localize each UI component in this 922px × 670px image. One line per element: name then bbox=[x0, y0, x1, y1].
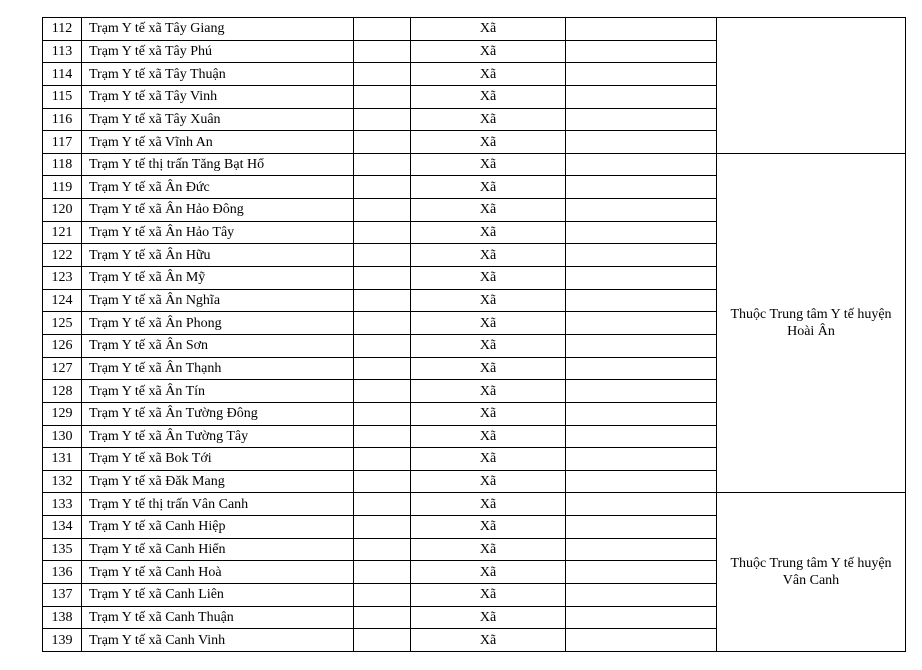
row-number-cell: 123 bbox=[43, 267, 82, 290]
facility-name-cell: Trạm Y tế xã Tây Phú bbox=[82, 40, 354, 63]
empty-cell bbox=[354, 629, 411, 652]
row-number-cell: 121 bbox=[43, 221, 82, 244]
level-cell: Xã bbox=[411, 85, 566, 108]
row-number-cell: 115 bbox=[43, 85, 82, 108]
empty-cell bbox=[566, 538, 717, 561]
level-cell: Xã bbox=[411, 108, 566, 131]
row-number-cell: 138 bbox=[43, 606, 82, 629]
level-cell: Xã bbox=[411, 448, 566, 471]
empty-cell bbox=[566, 561, 717, 584]
empty-cell bbox=[354, 425, 411, 448]
empty-cell bbox=[354, 538, 411, 561]
row-number-cell: 119 bbox=[43, 176, 82, 199]
empty-cell bbox=[566, 40, 717, 63]
empty-cell bbox=[354, 267, 411, 290]
facility-name-cell: Trạm Y tế xã Canh Hoà bbox=[82, 561, 354, 584]
level-cell: Xã bbox=[411, 289, 566, 312]
facility-name-cell: Trạm Y tế thị trấn Tăng Bạt Hổ bbox=[82, 153, 354, 176]
row-number-cell: 134 bbox=[43, 516, 82, 539]
level-cell: Xã bbox=[411, 561, 566, 584]
row-number-cell: 136 bbox=[43, 561, 82, 584]
empty-cell bbox=[354, 131, 411, 154]
row-number-cell: 133 bbox=[43, 493, 82, 516]
empty-cell bbox=[354, 493, 411, 516]
empty-cell bbox=[354, 18, 411, 41]
facility-name-cell: Trạm Y tế xã Ân Tường Tây bbox=[82, 425, 354, 448]
facility-name-cell: Trạm Y tế xã Bok Tới bbox=[82, 448, 354, 471]
empty-cell bbox=[566, 221, 717, 244]
empty-cell bbox=[566, 312, 717, 335]
level-cell: Xã bbox=[411, 402, 566, 425]
row-number-cell: 112 bbox=[43, 18, 82, 41]
facility-name-cell: Trạm Y tế xã Ân Sơn bbox=[82, 334, 354, 357]
facility-name-cell: Trạm Y tế xã Tây Thuận bbox=[82, 63, 354, 86]
facility-name-cell: Trạm Y tế xã Ân Nghĩa bbox=[82, 289, 354, 312]
empty-cell bbox=[566, 18, 717, 41]
facility-name-cell: Trạm Y tế xã Đăk Mang bbox=[82, 470, 354, 493]
empty-cell bbox=[566, 584, 717, 607]
level-cell: Xã bbox=[411, 63, 566, 86]
empty-cell bbox=[354, 312, 411, 335]
level-cell: Xã bbox=[411, 18, 566, 41]
level-cell: Xã bbox=[411, 380, 566, 403]
empty-cell bbox=[566, 176, 717, 199]
row-number-cell: 131 bbox=[43, 448, 82, 471]
empty-cell bbox=[354, 470, 411, 493]
health-station-table bbox=[42, 17, 906, 652]
empty-cell bbox=[354, 606, 411, 629]
empty-cell bbox=[566, 425, 717, 448]
row-number-cell: 135 bbox=[43, 538, 82, 561]
level-cell: Xã bbox=[411, 606, 566, 629]
facility-name-cell: Trạm Y tế xã Canh Thuận bbox=[82, 606, 354, 629]
level-cell: Xã bbox=[411, 153, 566, 176]
row-number-cell: 137 bbox=[43, 584, 82, 607]
row-number-cell: 117 bbox=[43, 131, 82, 154]
empty-cell bbox=[354, 289, 411, 312]
empty-cell bbox=[566, 63, 717, 86]
level-cell: Xã bbox=[411, 425, 566, 448]
level-cell: Xã bbox=[411, 357, 566, 380]
table-row bbox=[43, 493, 906, 516]
facility-name-cell: Trạm Y tế xã Canh Hiệp bbox=[82, 516, 354, 539]
empty-cell bbox=[354, 357, 411, 380]
empty-cell bbox=[354, 221, 411, 244]
empty-cell bbox=[354, 108, 411, 131]
row-number-cell: 116 bbox=[43, 108, 82, 131]
level-cell: Xã bbox=[411, 40, 566, 63]
facility-name-cell: Trạm Y tế xã Ân Thạnh bbox=[82, 357, 354, 380]
facility-name-cell: Trạm Y tế xã Ân Tín bbox=[82, 380, 354, 403]
empty-cell bbox=[354, 402, 411, 425]
facility-name-cell: Trạm Y tế xã Vĩnh An bbox=[82, 131, 354, 154]
level-cell: Xã bbox=[411, 470, 566, 493]
empty-cell bbox=[566, 516, 717, 539]
row-number-cell: 118 bbox=[43, 153, 82, 176]
facility-name-cell: Trạm Y tế xã Tây Xuân bbox=[82, 108, 354, 131]
facility-name-cell: Trạm Y tế xã Ân Hảo Tây bbox=[82, 221, 354, 244]
row-number-cell: 129 bbox=[43, 402, 82, 425]
empty-cell bbox=[566, 85, 717, 108]
level-cell: Xã bbox=[411, 131, 566, 154]
empty-cell bbox=[566, 402, 717, 425]
note-cell: Thuộc Trung tâm Y tế huyện Hoài Ân bbox=[717, 153, 906, 493]
empty-cell bbox=[566, 108, 717, 131]
level-cell: Xã bbox=[411, 584, 566, 607]
empty-cell bbox=[566, 199, 717, 222]
facility-name-cell: Trạm Y tế xã Canh Liên bbox=[82, 584, 354, 607]
row-number-cell: 126 bbox=[43, 334, 82, 357]
empty-cell bbox=[354, 561, 411, 584]
facility-name-cell: Trạm Y tế xã Tây Vinh bbox=[82, 85, 354, 108]
table-body bbox=[43, 18, 906, 652]
facility-name-cell: Trạm Y tế xã Ân Phong bbox=[82, 312, 354, 335]
facility-name-cell: Trạm Y tế xã Canh Hiển bbox=[82, 538, 354, 561]
empty-cell bbox=[566, 606, 717, 629]
empty-cell bbox=[566, 267, 717, 290]
row-number-cell: 132 bbox=[43, 470, 82, 493]
empty-cell bbox=[354, 584, 411, 607]
empty-cell bbox=[354, 334, 411, 357]
level-cell: Xã bbox=[411, 516, 566, 539]
empty-cell bbox=[354, 85, 411, 108]
facility-name-cell: Trạm Y tế thị trấn Vân Canh bbox=[82, 493, 354, 516]
facility-name-cell: Trạm Y tế xã Ân Tường Đông bbox=[82, 402, 354, 425]
empty-cell bbox=[354, 516, 411, 539]
empty-cell bbox=[566, 289, 717, 312]
empty-cell bbox=[566, 380, 717, 403]
row-number-cell: 125 bbox=[43, 312, 82, 335]
empty-cell bbox=[354, 63, 411, 86]
level-cell: Xã bbox=[411, 312, 566, 335]
level-cell: Xã bbox=[411, 267, 566, 290]
row-number-cell: 114 bbox=[43, 63, 82, 86]
empty-cell bbox=[354, 448, 411, 471]
row-number-cell: 120 bbox=[43, 199, 82, 222]
empty-cell bbox=[566, 244, 717, 267]
facility-name-cell: Trạm Y tế xã Ân Hảo Đông bbox=[82, 199, 354, 222]
table-row bbox=[43, 153, 906, 176]
row-number-cell: 128 bbox=[43, 380, 82, 403]
level-cell: Xã bbox=[411, 334, 566, 357]
row-number-cell: 124 bbox=[43, 289, 82, 312]
facility-name-cell: Trạm Y tế xã Canh Vinh bbox=[82, 629, 354, 652]
level-cell: Xã bbox=[411, 199, 566, 222]
level-cell: Xã bbox=[411, 176, 566, 199]
empty-cell bbox=[566, 470, 717, 493]
empty-cell bbox=[354, 153, 411, 176]
facility-name-cell: Trạm Y tế xã Ân Mỹ bbox=[82, 267, 354, 290]
empty-cell bbox=[354, 176, 411, 199]
level-cell: Xã bbox=[411, 493, 566, 516]
row-number-cell: 113 bbox=[43, 40, 82, 63]
empty-cell bbox=[566, 629, 717, 652]
level-cell: Xã bbox=[411, 221, 566, 244]
table-row bbox=[43, 18, 906, 41]
empty-cell bbox=[566, 153, 717, 176]
empty-cell bbox=[566, 493, 717, 516]
empty-cell bbox=[354, 244, 411, 267]
empty-cell bbox=[566, 131, 717, 154]
note-cell bbox=[717, 18, 906, 154]
facility-name-cell: Trạm Y tế xã Tây Giang bbox=[82, 18, 354, 41]
note-cell: Thuộc Trung tâm Y tế huyện Vân Canh bbox=[717, 493, 906, 651]
row-number-cell: 122 bbox=[43, 244, 82, 267]
level-cell: Xã bbox=[411, 629, 566, 652]
facility-name-cell: Trạm Y tế xã Ân Đức bbox=[82, 176, 354, 199]
empty-cell bbox=[354, 40, 411, 63]
empty-cell bbox=[566, 448, 717, 471]
facility-name-cell: Trạm Y tế xã Ân Hữu bbox=[82, 244, 354, 267]
empty-cell bbox=[354, 380, 411, 403]
row-number-cell: 139 bbox=[43, 629, 82, 652]
empty-cell bbox=[566, 334, 717, 357]
row-number-cell: 127 bbox=[43, 357, 82, 380]
empty-cell bbox=[566, 357, 717, 380]
level-cell: Xã bbox=[411, 244, 566, 267]
empty-cell bbox=[354, 199, 411, 222]
document-page bbox=[42, 17, 906, 652]
level-cell: Xã bbox=[411, 538, 566, 561]
row-number-cell: 130 bbox=[43, 425, 82, 448]
